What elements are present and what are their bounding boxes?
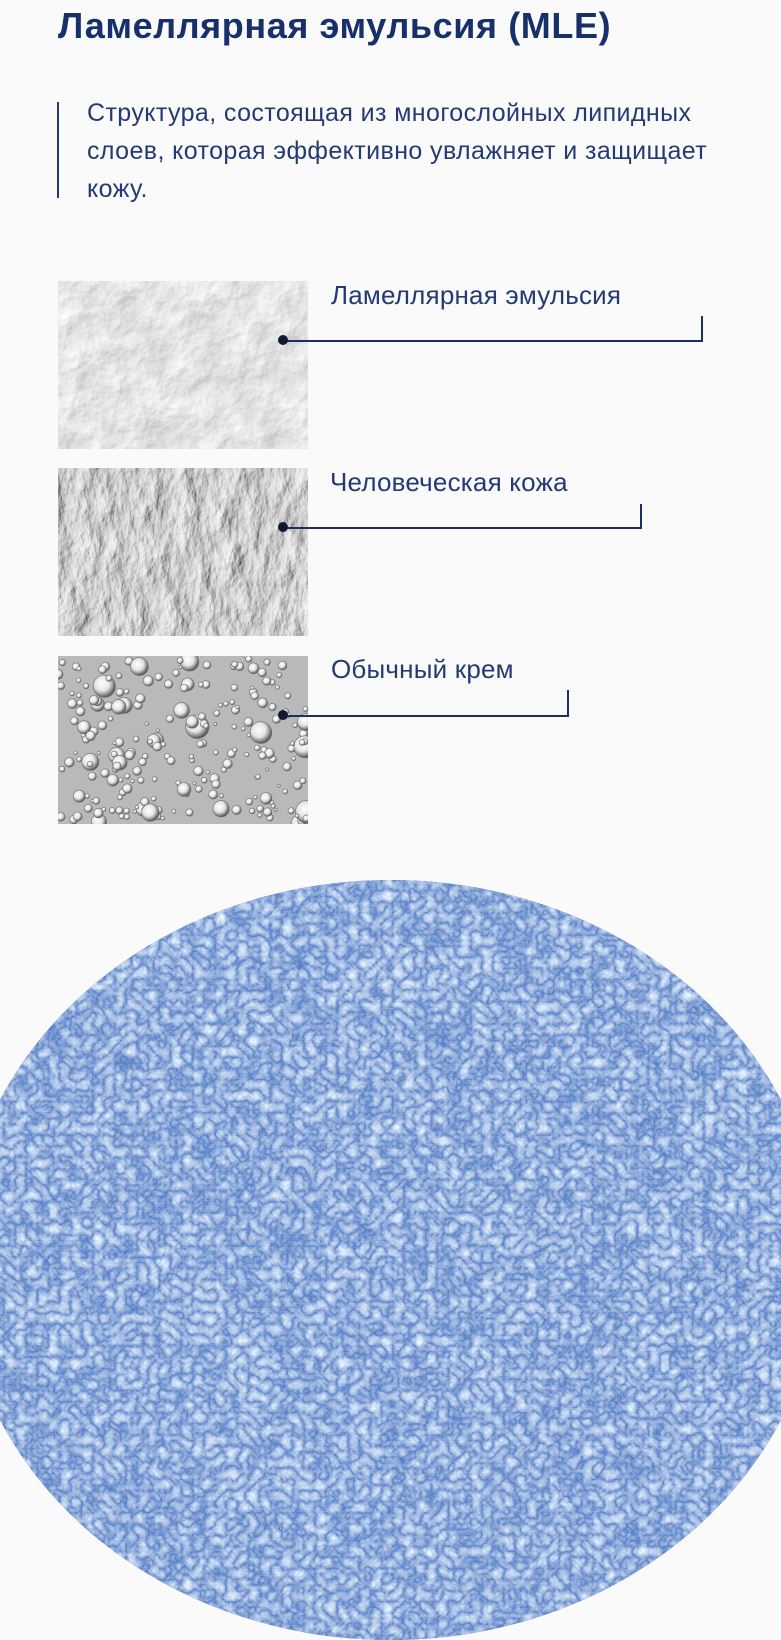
intro-text: Структура, состоящая из многослойных липидных слоев, которая эффективно увлажняет и защищает кожу. (87, 99, 708, 203)
regular-cream-micrograph (58, 656, 308, 824)
leader-line-cream (284, 690, 569, 717)
comparison-label-cream: Обычный крем (331, 654, 514, 684)
leader-line-lamellar (284, 316, 703, 342)
decorative-glitter-arc (0, 880, 781, 1640)
leader-line-skin (284, 504, 642, 529)
page-title: Ламеллярная эмульсия (MLE) (58, 5, 612, 46)
pointer-dot-lamellar (278, 335, 288, 345)
pointer-dot-skin (278, 522, 288, 532)
lamellar-emulsion-micrograph (58, 281, 308, 449)
intro-accent-bar (57, 102, 59, 198)
human-skin-micrograph (58, 468, 308, 636)
pointer-dot-cream (278, 710, 288, 720)
comparison-label-skin: Человеческая кожа (330, 467, 568, 497)
comparison-label-lamellar: Ламеллярная эмульсия (331, 280, 622, 310)
